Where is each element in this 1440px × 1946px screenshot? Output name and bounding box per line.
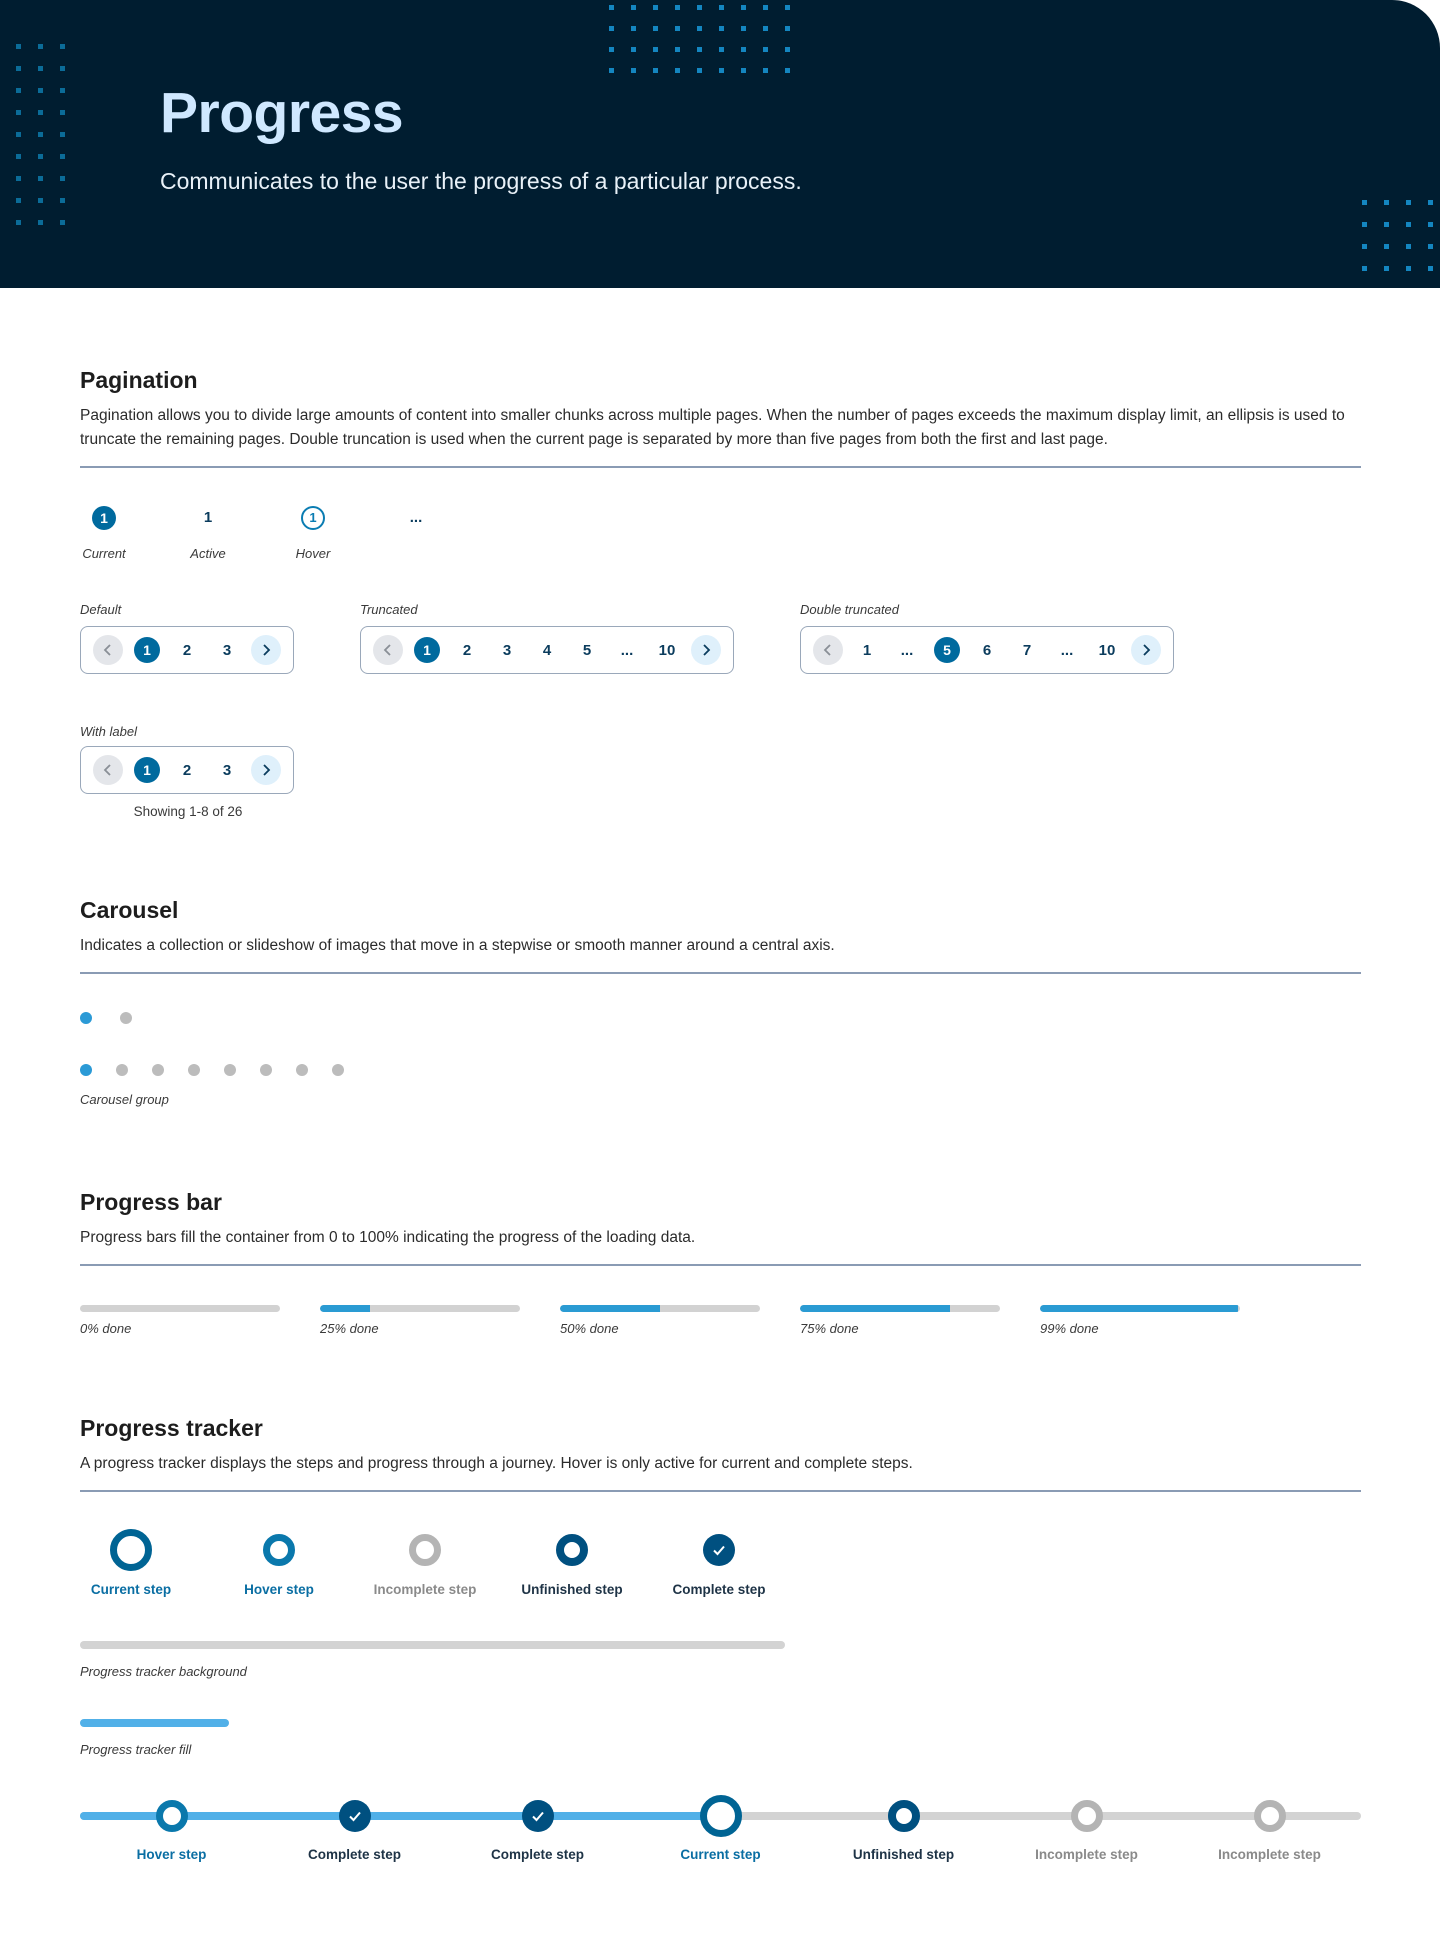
decorative-dot [785, 5, 790, 10]
step-label: Current step [680, 1847, 761, 1862]
carousel-dot-active[interactable] [80, 1064, 92, 1076]
decorative-dot [38, 44, 43, 49]
chevron-right-icon[interactable] [1131, 635, 1161, 665]
section-title: Progress tracker [80, 1415, 263, 1441]
pager-label: Double truncated [800, 602, 900, 617]
step-unfinished-icon[interactable] [556, 1534, 588, 1566]
pager-with-label [80, 746, 294, 794]
decorative-dot [675, 47, 680, 52]
step-unfinished-icon[interactable] [888, 1800, 920, 1832]
decorative-dot [609, 47, 614, 52]
decorative-dot [785, 26, 790, 31]
pager-double-truncated [800, 626, 1174, 674]
pagination-state-current [74, 506, 134, 530]
state-label: Hover [295, 546, 331, 561]
decorative-dot [763, 5, 768, 10]
decorative-dot [1428, 244, 1433, 249]
page-ellipsis: ... [1060, 641, 1074, 659]
decorative-dot [16, 220, 21, 225]
decorative-dot [60, 88, 65, 93]
decorative-dot-grid [16, 44, 82, 242]
decorative-dot [785, 68, 790, 73]
step-hover-icon[interactable] [156, 1800, 188, 1832]
page-number[interactable]: 2 [462, 641, 472, 659]
decorative-dot [1362, 222, 1367, 227]
decorative-dot [16, 198, 21, 203]
section-description: Indicates a collection or slideshow of images that move in a stepwise or smooth manner around a central axis. [80, 937, 835, 954]
carousel-dot[interactable] [260, 1064, 272, 1076]
decorative-dot [16, 154, 21, 159]
pager-default [80, 626, 294, 674]
progress-bar-label: 75% done [800, 1321, 859, 1336]
decorative-dot-grid [1362, 200, 1440, 288]
decorative-dot [1406, 244, 1411, 249]
decorative-dot [763, 26, 768, 31]
step-label: Unfinished step [852, 1847, 955, 1862]
chevron-right-icon[interactable] [691, 635, 721, 665]
step-label: Complete step [307, 1847, 402, 1862]
divider [80, 1490, 1361, 1492]
decorative-dot [785, 47, 790, 52]
decorative-dot [60, 198, 65, 203]
page-ellipsis: ... [620, 641, 634, 659]
carousel-dot[interactable] [332, 1064, 344, 1076]
decorative-dot [16, 110, 21, 115]
decorative-dot [609, 5, 614, 10]
carousel-dot[interactable] [120, 1012, 132, 1024]
progress-bar-fill [1040, 1305, 1238, 1312]
step-incomplete-icon[interactable] [1071, 1800, 1103, 1832]
carousel-dot[interactable] [296, 1064, 308, 1076]
page-number-current[interactable]: 1 [92, 506, 116, 530]
page-number[interactable]: 6 [982, 641, 992, 659]
decorative-dot [60, 220, 65, 225]
chevron-left-icon[interactable] [373, 635, 403, 665]
page-number[interactable]: 1 [862, 641, 872, 659]
progress-tracker-section [80, 1415, 1361, 1492]
decorative-dot [38, 110, 43, 115]
decorative-dot [38, 154, 43, 159]
decorative-dot [697, 26, 702, 31]
carousel-section [80, 897, 1361, 974]
decorative-dot [697, 5, 702, 10]
decorative-dot [38, 132, 43, 137]
chevron-left-icon[interactable] [93, 635, 123, 665]
progress-bar-label: 50% done [560, 1321, 619, 1336]
decorative-dot [741, 68, 746, 73]
check-circle-icon[interactable] [703, 1534, 735, 1566]
decorative-dot [1428, 266, 1433, 271]
progress-tracker-background [80, 1641, 785, 1649]
decorative-dot [763, 68, 768, 73]
decorative-dot [1384, 200, 1389, 205]
page-title: Progress [160, 81, 404, 145]
progress-bar [560, 1305, 760, 1312]
progress-tracker-fill-sample [80, 1719, 229, 1727]
page-subtitle: Communicates to the user the progress of a particular process. [160, 168, 802, 194]
decorative-dot [1406, 222, 1411, 227]
page-ellipsis: ... [900, 641, 914, 659]
progress-bar-section [80, 1189, 1361, 1266]
chevron-left-icon[interactable] [93, 755, 123, 785]
carousel-dot[interactable] [152, 1064, 164, 1076]
decorative-dot [741, 5, 746, 10]
check-circle-icon[interactable] [522, 1800, 554, 1832]
page-number-current[interactable]: 1 [407, 635, 447, 665]
decorative-dot [60, 44, 65, 49]
decorative-dot [719, 47, 724, 52]
decorative-dot [719, 68, 724, 73]
page-number[interactable]: 10 [658, 641, 676, 659]
progress-bar [80, 1305, 280, 1312]
pagination-section [80, 367, 1361, 468]
progress-bar-label: 99% done [1040, 1321, 1099, 1336]
decorative-dot [16, 66, 21, 71]
carousel-dot[interactable] [116, 1064, 128, 1076]
page-number[interactable]: 10 [1098, 641, 1116, 659]
decorative-dot [38, 198, 43, 203]
state-label: Current [82, 546, 126, 561]
section-description: A progress tracker displays the steps and progress through a journey. Hover is only active for current and complete steps. [80, 1455, 913, 1472]
page-ellipsis: ... [409, 509, 423, 526]
decorative-dot [1428, 200, 1433, 205]
decorative-dot-grid [609, 5, 807, 89]
progress-bar-fill [800, 1305, 950, 1312]
page-number[interactable]: 7 [1022, 641, 1032, 659]
decorative-dot [653, 26, 658, 31]
page-number[interactable]: 2 [182, 761, 192, 779]
page-number[interactable]: 3 [222, 641, 232, 659]
page-number[interactable]: 3 [222, 761, 232, 779]
decorative-dot [653, 68, 658, 73]
tracker-fill-label: Progress tracker fill [80, 1742, 192, 1757]
progress-bar [800, 1305, 1000, 1312]
pager-truncated [360, 626, 734, 674]
decorative-dot [1406, 266, 1411, 271]
decorative-dot [38, 66, 43, 71]
decorative-dot [763, 47, 768, 52]
decorative-dot [38, 176, 43, 181]
decorative-dot [1362, 244, 1367, 249]
progress-bar-label: 0% done [80, 1321, 132, 1336]
page-number-current[interactable]: 1 [127, 635, 167, 665]
decorative-dot [16, 132, 21, 137]
pagination-state-active [178, 506, 238, 530]
step-incomplete-icon[interactable] [409, 1534, 441, 1566]
decorative-dot [675, 5, 680, 10]
step-hover-icon[interactable] [263, 1534, 295, 1566]
decorative-dot [1384, 266, 1389, 271]
decorative-dot [60, 66, 65, 71]
step-label: Hover step [244, 1582, 314, 1597]
decorative-dot [719, 5, 724, 10]
decorative-dot [631, 68, 636, 73]
divider [80, 972, 1361, 974]
step-incomplete-icon[interactable] [1254, 1800, 1286, 1832]
page-number-current[interactable]: 5 [927, 635, 967, 665]
decorative-dot [609, 68, 614, 73]
decorative-dot [60, 110, 65, 115]
section-description: Pagination allows you to divide large amounts of content into smaller chunks across multiple pages. When the number of pages exceeds the maximum display limit, an ellipsis is used to truncate the remaining pages. Double truncation is used when the current page is separated by more than five pages from both the first and last page. [80, 407, 1345, 448]
section-description: Progress bars fill the container from 0 to 100% indicating the progress of the loading data. [80, 1229, 696, 1246]
carousel-dot[interactable] [188, 1064, 200, 1076]
pager-label: Truncated [360, 602, 418, 617]
step-label: Incomplete step [373, 1582, 477, 1597]
progress-bar-fill [320, 1305, 370, 1312]
decorative-dot [631, 26, 636, 31]
decorative-dot [16, 44, 21, 49]
decorative-dot [1362, 266, 1367, 271]
step-label: Incomplete step [1218, 1847, 1321, 1862]
pager-label: Default [80, 602, 122, 617]
decorative-dot [675, 26, 680, 31]
section-title: Carousel [80, 897, 179, 923]
page-number[interactable]: 5 [582, 641, 592, 659]
step-label: Incomplete step [1035, 1847, 1138, 1862]
tracker-background-label: Progress tracker background [80, 1664, 247, 1679]
step-current-icon[interactable] [110, 1529, 152, 1571]
decorative-dot [1406, 200, 1411, 205]
pager-results-caption: Showing 1-8 of 26 [133, 804, 243, 819]
page-number-current[interactable]: 1 [127, 755, 167, 785]
decorative-dot [1384, 222, 1389, 227]
pager-label: With label [80, 724, 137, 739]
decorative-dot [1428, 222, 1433, 227]
page-number[interactable]: 3 [502, 641, 512, 659]
page-number-hover[interactable]: 1 [301, 506, 325, 530]
decorative-dot [631, 47, 636, 52]
step-label: Complete step [490, 1847, 585, 1862]
decorative-dot [38, 88, 43, 93]
page-number-active[interactable]: 1 [203, 509, 213, 526]
progress-bar [1040, 1305, 1240, 1312]
decorative-dot [675, 68, 680, 73]
decorative-dot [697, 47, 702, 52]
decorative-dot [60, 176, 65, 181]
carousel-dot-active[interactable] [80, 1012, 92, 1024]
decorative-dot [16, 176, 21, 181]
carousel-dot[interactable] [224, 1064, 236, 1076]
decorative-dot [741, 47, 746, 52]
chevron-right-icon[interactable] [251, 755, 281, 785]
decorative-dot [719, 26, 724, 31]
page-number[interactable]: 2 [182, 641, 192, 659]
section-title: Progress bar [80, 1189, 222, 1215]
decorative-dot [1384, 244, 1389, 249]
decorative-dot [16, 88, 21, 93]
step-label: Hover step [136, 1847, 207, 1862]
step-label: Unfinished step [521, 1582, 623, 1597]
carousel-group-label: Carousel group [80, 1092, 169, 1107]
decorative-dot [653, 5, 658, 10]
decorative-dot [741, 26, 746, 31]
chevron-right-icon[interactable] [251, 635, 281, 665]
decorative-dot [653, 47, 658, 52]
decorative-dot [697, 68, 702, 73]
decorative-dot [631, 5, 636, 10]
divider [80, 1264, 1361, 1266]
divider [80, 466, 1361, 468]
decorative-dot [60, 154, 65, 159]
decorative-dot [609, 26, 614, 31]
chevron-left-icon[interactable] [813, 635, 843, 665]
page-number[interactable]: 4 [542, 641, 552, 659]
decorative-dot [1362, 200, 1367, 205]
decorative-dot [60, 132, 65, 137]
progress-bar-fill [560, 1305, 660, 1312]
step-current-icon[interactable] [700, 1795, 742, 1837]
check-circle-icon[interactable] [339, 1800, 371, 1832]
pagination-state-ellipsis [386, 506, 446, 530]
state-label: Active [190, 546, 226, 561]
step-label: Current step [90, 1582, 172, 1597]
step-label: Complete step [672, 1582, 766, 1597]
progress-bar-label: 25% done [320, 1321, 379, 1336]
hero-banner [0, 0, 1440, 288]
pagination-state-hover [283, 506, 343, 530]
decorative-dot [38, 220, 43, 225]
progress-bar [320, 1305, 520, 1312]
section-title: Pagination [80, 367, 198, 393]
